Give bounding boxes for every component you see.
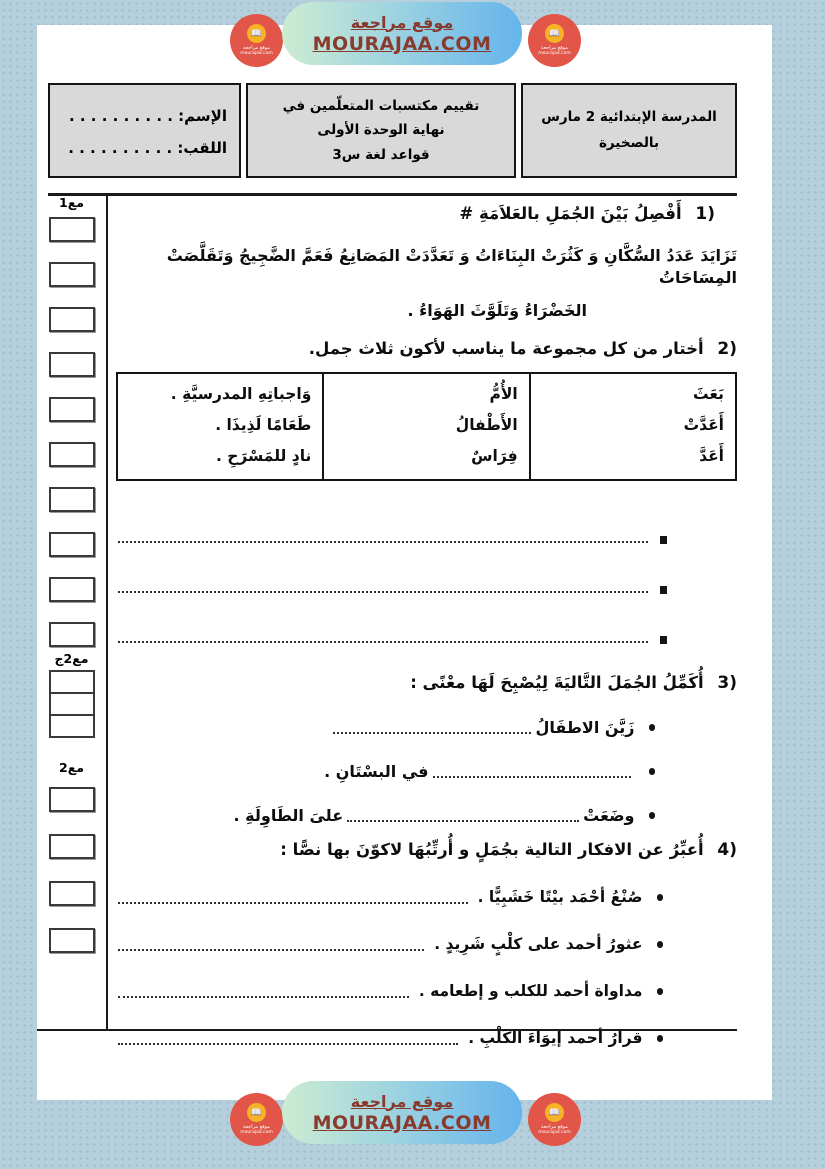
exercises-area [118,197,737,1048]
idea-text: عثورُ أحمد على كلْبٍ شَرِيدٍ . [434,935,643,954]
round-bullet-icon [657,894,664,901]
square-bullet-icon [660,536,667,544]
school-location: بالصخيرة [598,134,660,151]
exam-title-line1: تقييم مكتسبات المتعلّمين في [282,98,480,115]
table-cell: نادٍ للمَسْرَحِ . [215,446,312,465]
table-cell: طَعَامًا لَذِيذَا . [215,415,312,434]
words-table [116,372,737,481]
question-4-number: 4) [717,839,737,860]
words-column-complements [118,374,322,479]
score-box[interactable] [49,670,95,694]
table-cell: وَاجباتِهِ المدرسيَّةِ . [170,384,312,403]
bottom-banner [226,1081,586,1147]
site-domain: MOURAJAA.COM [312,1111,492,1134]
answer-line[interactable] [118,583,737,596]
score-box[interactable] [49,622,95,647]
badge-url: mourajaa.com [240,1130,273,1136]
table-cell: فِرَاسٌ [471,446,518,465]
site-logo-badge [528,14,581,67]
question-2-title: 2) أختار من كل مجموعة ما يناسب لأكون ثلاث جمل. [308,338,737,359]
score-box[interactable] [49,397,95,422]
score-box[interactable] [49,692,95,716]
question-1-title: 1) أَفْصِلُ بَيْنَ الجُمَلِ بالعَلاَمَةِ # [459,204,715,224]
name-field[interactable]: الإسم: . . . . . . . . . . [68,107,227,125]
table-cell: أَعَدَّتْ [683,415,724,434]
score-box-group-1 [49,217,95,647]
question-3-title: 3) أُكَمِّلُ الجُمَلَ التَّاليَةَ لِيُصْبِحَ لَهَا معْنًى : [410,672,737,693]
blank-to-fill[interactable] [118,949,424,951]
exam-title-cell [246,83,516,178]
site-logo-badge [230,14,283,67]
square-bullet-icon [660,636,667,644]
score-box[interactable] [49,714,95,738]
site-title-arabic: موقع مراجعة [350,1091,454,1111]
criterion-label-1: مع1 [59,195,84,210]
sentence-start: وضَعَتْ [583,805,635,825]
round-bullet-icon [649,768,656,775]
idea-item[interactable] [118,930,737,954]
idea-text: صُنْعُ أحْمَد بيْتًا خَشَبِيًّا . [477,888,643,907]
question-1-number: 1) [695,204,715,224]
blank-to-fill[interactable] [118,996,409,998]
site-title-arabic: موقع مراجعة [350,12,454,32]
badge-title: موقع مراجعة [541,1124,568,1131]
book-icon: 📖 [247,1103,266,1122]
site-logo-badge [230,1093,283,1146]
question-3-number: 3) [717,672,737,693]
exam-title-line2: نهاية الوحدة الأولى [317,122,445,139]
score-box[interactable] [49,487,95,512]
blank-to-fill[interactable] [118,1043,458,1045]
sentence-end: علىَ الطَاوِلَةِ . [233,805,344,825]
exam-title-line3: قواعد لغة س3 [332,146,430,163]
fill-in-item[interactable] [118,755,737,781]
idea-item[interactable] [118,977,737,1001]
question-1-text-line2: الخَضْرَاءُ وَتَلَوَّثَ الهَوَاءُ . [407,300,587,320]
badge-title: موقع مراجعة [243,1124,270,1131]
site-link[interactable] [282,2,522,65]
answer-line[interactable] [118,633,737,646]
answer-line[interactable] [118,533,737,546]
score-box[interactable] [49,928,95,953]
idea-text: مداواة أحمد للكلب و إطعامه . [418,982,643,1001]
round-bullet-icon [649,812,656,819]
margin-divider-rule [106,193,108,1030]
blank-to-fill[interactable] [433,776,631,778]
book-icon: 📖 [247,24,266,43]
badge-url: mourajaa.com [538,51,571,57]
book-icon: 📖 [545,1103,564,1122]
score-box[interactable] [49,262,95,287]
score-box[interactable] [49,881,95,906]
dotted-rule [118,591,648,593]
question-1-text-line1: تَزَايَدَ عَدَدُ السُّكَّانِ وَ كَثُرَتْ البِنَاءَاتُ وَ تَعَدَّدَتْ المَصَانِعُ فَعَمَّ الضَّجِيجُ وَتَقَلَّصَتْ المِسَاحَاتُ [166,246,737,288]
round-bullet-icon [657,988,664,995]
criterion-label-2: مع2ج [54,650,89,666]
dotted-rule [118,641,648,643]
score-box[interactable] [49,532,95,557]
badge-title: موقع مراجعة [541,45,568,52]
round-bullet-icon [657,1035,664,1042]
square-bullet-icon [660,586,667,594]
score-box[interactable] [49,787,95,812]
criterion-label-3: مع2 [59,760,84,775]
score-box[interactable] [49,577,95,602]
table-cell: أَعَدَّ [699,446,724,465]
score-box[interactable] [49,217,95,242]
site-link[interactable] [282,1081,522,1144]
blank-to-fill[interactable] [347,820,579,822]
score-box-group-2 [49,670,95,738]
badge-url: mourajaa.com [240,51,273,57]
badge-url: mourajaa.com [538,1130,571,1136]
fill-in-item[interactable] [118,799,737,825]
fill-in-item[interactable] [118,711,737,737]
idea-text: قرارُ أحمد إيوَاءَ الكَلْبِ . [468,1029,643,1048]
student-identity-cell [48,83,241,178]
dotted-rule [118,541,648,543]
question-2-number: 2) [717,338,737,359]
score-box[interactable] [49,352,95,377]
badge-title: موقع مراجعة [243,45,270,52]
grading-margin [37,197,106,953]
score-box[interactable] [49,834,95,859]
words-column-subjects [322,374,528,479]
table-cell: الأَطْفالُ [455,415,518,434]
header-table [48,83,737,178]
blank-to-fill[interactable] [118,902,468,904]
site-logo-badge [528,1093,581,1146]
question-4-title: 4) أُعبِّرُ عن الافكار التالية بجُمَلٍ و أُرتِّبُهَا لاكوّنَ بها نصًّا : [280,839,737,860]
idea-item[interactable] [118,1024,737,1048]
words-column-verbs [529,374,735,479]
school-cell [521,83,737,178]
site-domain: MOURAJAA.COM [312,32,492,55]
top-banner [226,2,586,68]
table-cell: بَعَثَ [693,384,724,403]
book-icon: 📖 [545,24,564,43]
table-cell: الأُمُّ [489,384,518,403]
score-box-group-3 [49,787,95,953]
score-box[interactable] [49,442,95,467]
school-name: المدرسة الإبتدائية 2 مارس [541,108,717,125]
content-top-rule [48,193,737,196]
sentence-start: زَيَّنَ الاطفَالُ [535,717,635,737]
surname-field[interactable]: اللقب: . . . . . . . . . . [68,138,227,157]
round-bullet-icon [657,941,664,948]
blank-to-fill[interactable] [333,732,531,734]
idea-item[interactable] [118,883,737,907]
score-box[interactable] [49,307,95,332]
round-bullet-icon [649,724,656,731]
sentence-end: في البسْتَانِ . [324,761,429,781]
